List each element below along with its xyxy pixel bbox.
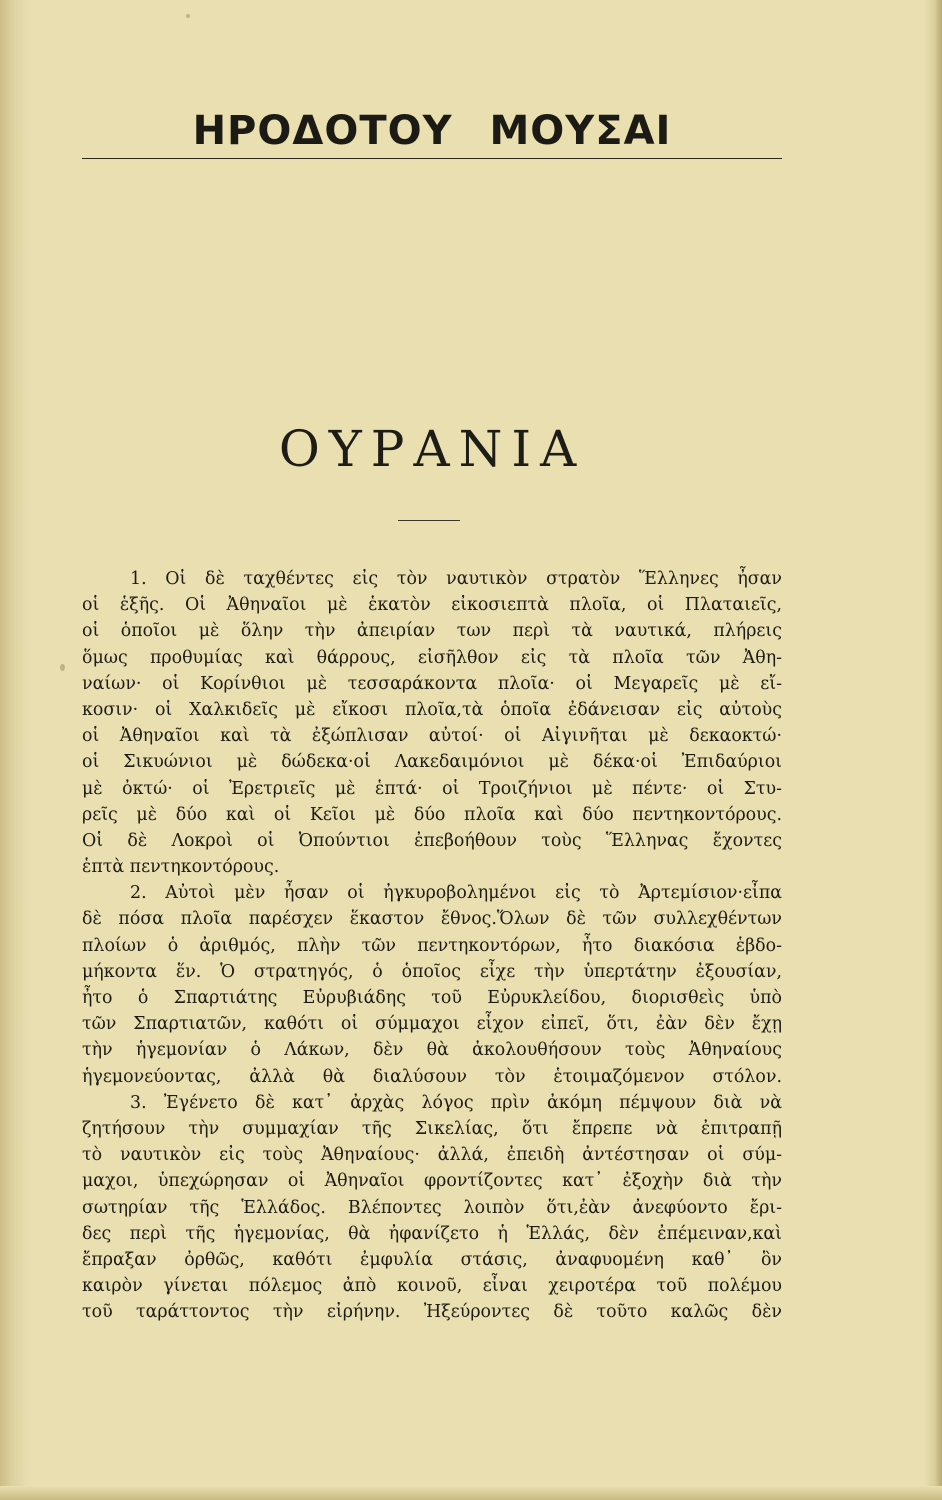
paper-speck — [186, 14, 190, 18]
text-line: ρεῖς μὲ δύο καὶ οἱ Κεῖοι μὲ δύο πλοῖα καὶ δύο πεντηκοντόρους. — [82, 804, 782, 825]
text-line: ὅμως προθυμίας καὶ θάρρους, εἰσῆλθον εἰς τὰ πλοῖα τῶν Ἀθη- — [82, 647, 782, 668]
text-line: Οἱ δὲ Λοκροὶ οἱ Ὀπούντιοι ἐπεβοήθουν τοὺς Ἕλληνας ἔχοντες — [82, 830, 782, 851]
text-line: δες περὶ τῆς ἡγεμονίας, θὰ ἠφανίζετο ἡ Ἑλλάς, δὲν ἐπέμειναν,καὶ — [82, 1223, 782, 1244]
text-line: τῶν Σπαρτιατῶν, καθότι οἱ σύμμαχοι εἶχον εἰπεῖ, ὅτι, ἐὰν δὲν ἔχῃ — [82, 1014, 782, 1035]
text-line: δὲ πόσα πλοῖα παρέσχεν ἕκαστον ἔθνος.Ὅλων δὲ τῶν συλλεχθέντων — [82, 909, 782, 930]
title-rule — [82, 158, 782, 159]
text-line: ἑπτὰ πεντηκοντόρους. — [82, 857, 280, 878]
text-line: πλοίων ὁ ἀριθμός, πλὴν τῶν πεντηκοντόρων, ἦτο διακόσια ἑβδο- — [82, 935, 782, 956]
text-line: σωτηρίαν τῆς Ἑλλάδος. Βλέποντες λοιπὸν ὅτι,ἐὰν ἀνεφύοντο ἔρι- — [82, 1197, 782, 1218]
section-divider — [398, 520, 460, 521]
page-binding-shadow — [0, 0, 30, 1500]
text-line: καιρὸν γίνεται πόλεμος ἀπὸ κοινοῦ, εἶναι χειροτέρα τοῦ πολέμου — [82, 1276, 782, 1297]
text-line: 3. Ἐγένετο δὲ κατ᾽ ἀρχὰς λόγος πρὶν ἀκόμη πέμψουν διὰ νὰ — [130, 1092, 782, 1113]
text-line: ἡγεμονεύοντας, ἀλλὰ θὰ διαλύσουν τὸν ἑτοιμαζόμενον στόλον. — [82, 1066, 782, 1087]
text-line: 2. Αὐτοὶ μὲν ἦσαν οἱ ἠγκυροβολημένοι εἰς τὸ Ἀρτεμίσιον·εἶπα — [130, 883, 782, 904]
text-line: ἦτο ὁ Σπαρτιάτης Εὐρυβιάδης τοῦ Εὐρυκλείδου, διορισθεὶς ὑπὸ — [82, 988, 782, 1008]
paper-speck — [60, 664, 65, 671]
text-line: τὴν ἡγεμονίαν ὁ Λάκων, δὲν θὰ ἀκολουθήσουν τοὺς Ἀθηναίους — [82, 1040, 782, 1061]
text-line: μαχοι, ὑπεχώρησαν οἱ Ἀθηναῖοι φροντίζοντες κατ᾽ ἐξοχὴν διὰ τὴν — [82, 1171, 782, 1192]
running-title: ΗΡΟΔΟΤΟΥ ΜΟΥΣΑΙ — [192, 108, 672, 154]
text-line: 1. Οἱ δὲ ταχθέντες εἰς τὸν ναυτικὸν στρατὸν Ἕλληνες ἦσαν — [130, 569, 782, 589]
text-line: οἱ ὁποῖοι μὲ ὅλην τὴν ἀπειρίαν των περὶ τὰ ναυτικά, πλήρεις — [82, 621, 782, 642]
text-line: ζητήσουν τὴν συμμαχίαν τῆς Σικελίας, ὅτι ἔπρεπε νὰ ἐπιτραπῇ — [82, 1118, 782, 1139]
text-line: κοσιν· οἱ Χαλκιδεῖς μὲ εἴκοσι πλοῖα,τὰ ὁποῖα ἐδάνεισαν εἰς αὐτοὺς — [82, 699, 782, 720]
text-line: τὸ ναυτικὸν εἰς τοὺς Ἀθηναίους· ἀλλά, ἐπειδὴ ἀντέστησαν οἱ σύμ- — [82, 1145, 782, 1166]
body-text — [82, 566, 782, 1325]
text-line: ἔπραξαν ὀρθῶς, καθότι ἐμφυλία στάσις, ἀναφυομένη καθ᾽ ὃν — [82, 1249, 782, 1270]
text-line: τοῦ ταράττοντος τὴν εἰρήνην. Ἠξεύροντες δὲ τοῦτο καλῶς δὲν — [82, 1302, 782, 1323]
text-line: οἱ ἑξῆς. Οἱ Ἀθηναῖοι μὲ ἑκατὸν εἰκοσιεπτὰ πλοῖα, οἱ Πλαταιεῖς, — [82, 595, 782, 616]
page-right-edge — [924, 0, 942, 1500]
text-line: οἱ Σικυώνιοι μὲ δώδεκα·οἱ Λακεδαιμόνιοι μὲ δέκα·οἱ Ἐπιδαύριοι — [82, 752, 782, 773]
text-line: μήκοντα ἕν. Ὁ στρατηγός, ὁ ὁποῖος εἶχε τὴν ὑπερτάτην ἐξουσίαν, — [82, 961, 782, 982]
text-line: μὲ ὀκτώ· οἱ Ἐρετριεῖς μὲ ἑπτά· οἱ Τροιζήνιοι μὲ πέντε· οἱ Στυ- — [82, 778, 782, 799]
section-title: ΟΥΡΑΝΙΑ — [278, 420, 586, 478]
page-bottom-edge — [0, 1486, 942, 1500]
text-line: οἱ Ἀθηναῖοι καὶ τὰ ἐξώπλισαν αὐτοί· οἱ Αἰγινῆται μὲ δεκαοκτώ· — [82, 726, 782, 747]
text-line: ναίων· οἱ Κορίνθιοι μὲ τεσσαράκοντα πλοῖα· οἱ Μεγαρεῖς μὲ εἴ- — [82, 673, 782, 694]
